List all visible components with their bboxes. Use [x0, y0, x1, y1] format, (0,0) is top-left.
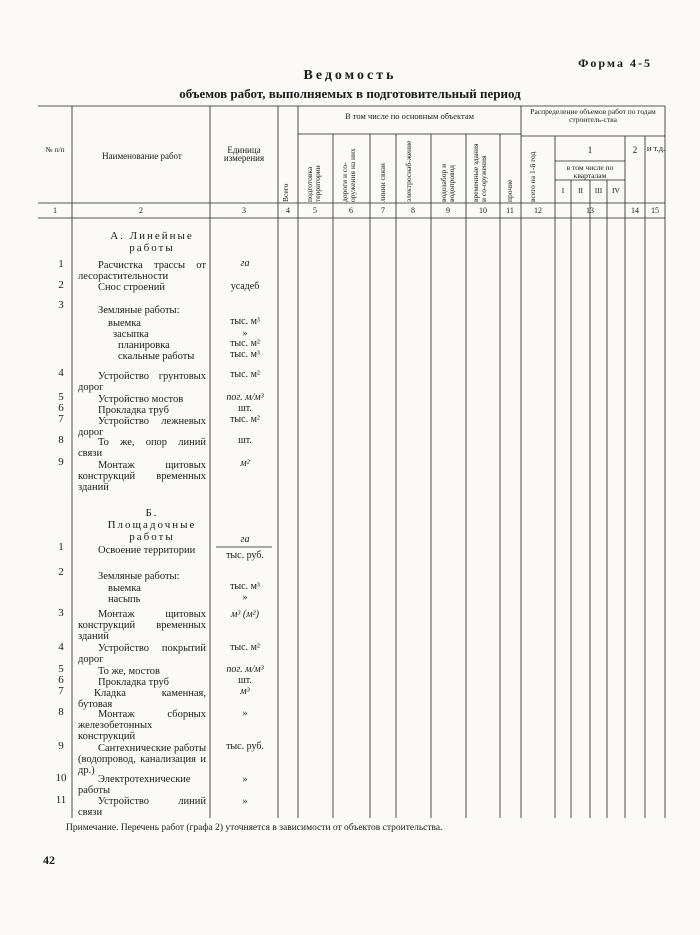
- colnum-15: 15: [651, 206, 659, 215]
- row-b7-num: 7: [58, 685, 64, 697]
- header-col11: прочие: [505, 179, 514, 202]
- row-a3-num: 3: [58, 299, 64, 311]
- colnum-6: 6: [349, 206, 353, 215]
- row-a6-unit: шт.: [238, 403, 252, 414]
- row-a1-name: Расчистка трассы от лесорастительности: [78, 260, 206, 282]
- row-b2-1-name: выемка: [108, 583, 141, 594]
- quarter-4: IV: [612, 186, 620, 195]
- quarter-1: I: [561, 186, 565, 195]
- header-main-objects: В том числе по основным объектам: [345, 111, 474, 121]
- row-b2-num: 2: [58, 566, 64, 578]
- row-b6-num: 6: [58, 674, 64, 686]
- row-a3-3-unit: тыс. м²: [230, 338, 260, 349]
- row-a9-unit: м²: [240, 458, 250, 469]
- row-b10-num: 10: [55, 772, 67, 784]
- row-b10-unit: »: [242, 774, 248, 785]
- header-col10: временные здания и со-оружения: [471, 143, 488, 202]
- row-b9-unit: тыс. руб.: [226, 741, 264, 752]
- row-a3-4-name: скальные работы: [118, 351, 195, 362]
- row-a8-unit: шт.: [238, 435, 252, 446]
- row-b1-num: 1: [58, 541, 64, 553]
- row-b3-num: 3: [58, 607, 64, 619]
- row-b5-name: То же, мостов: [98, 666, 161, 677]
- note: Примечание. Перечень работ (графа 2) уточняется в зависимости от объектов строительства.: [66, 823, 443, 833]
- row-b7-name: Кладка каменная, бутовая: [78, 688, 206, 710]
- row-b11-unit: »: [242, 796, 248, 807]
- header-name: Наименование работ: [102, 151, 182, 161]
- row-a2-num: 2: [58, 279, 64, 291]
- row-b4-name: Устройство покрытий дорог: [78, 643, 206, 665]
- header-quarters-caption: в том числе по кварталам: [566, 163, 614, 180]
- row-a2-name: Снос строений: [98, 282, 165, 293]
- row-a4-num: 4: [58, 367, 64, 379]
- header-year1: 1: [587, 145, 593, 155]
- row-b1-name: Освоение территории: [98, 545, 196, 556]
- header-col12: всего на 1-й год: [528, 151, 537, 202]
- colnum-12: 12: [534, 206, 542, 215]
- quarter-3: III: [594, 186, 603, 195]
- header-col6: дороги и со-оружения на них: [340, 148, 357, 202]
- header-col5: подготовка территории: [305, 165, 322, 202]
- row-b1-unit: тыс. руб.: [226, 550, 264, 561]
- row-b2-2-unit: »: [242, 592, 248, 603]
- row-a9-name: Монтаж щитовых конструкций временных зданий: [78, 460, 206, 493]
- row-a1-unit: га: [240, 258, 250, 269]
- row-b2-name: Земляные работы:: [98, 571, 180, 582]
- page-number: 42: [43, 853, 55, 867]
- section-a-title: А. Линейные работы: [110, 230, 194, 254]
- colnum-9: 9: [446, 206, 450, 215]
- colnum-7: 7: [381, 206, 385, 215]
- row-a5-num: 5: [58, 391, 64, 403]
- row-a3-2-unit: »: [242, 328, 248, 339]
- row-a3-3-name: планировка: [118, 340, 170, 351]
- header-unit: Единица измерения: [223, 145, 265, 163]
- header-distribution: Распределение объемов работ по годам строитель-ства: [530, 107, 656, 124]
- row-b5-unit: пог. м/м³: [226, 664, 264, 675]
- header-year2: 2: [632, 145, 638, 155]
- row-b4-num: 4: [58, 641, 64, 653]
- colnum-1: 1: [53, 206, 57, 215]
- row-a5-unit: пог. м/м³: [226, 392, 264, 403]
- row-b4-unit: тыс. м²: [230, 642, 260, 653]
- header-num: № п/п: [45, 145, 65, 154]
- row-b8-unit: »: [242, 708, 248, 719]
- row-a3-1-name: выемка: [108, 318, 141, 329]
- colnum-2: 2: [139, 206, 143, 215]
- row-a4-name: Устройство грунтовых дорог: [78, 371, 206, 393]
- header-total: Всего: [281, 183, 290, 202]
- colnum-13: 13: [586, 206, 594, 215]
- row-b2-2-name: насыпь: [108, 594, 141, 605]
- row-b10-name: Электротехнические работы: [78, 774, 191, 796]
- row-b3-name: Монтаж щитовых конструкций временных зданий: [78, 609, 206, 642]
- header-col7: линии связи: [378, 163, 387, 202]
- colnum-14: 14: [631, 206, 639, 215]
- header-etc: и т.д.: [646, 143, 666, 153]
- row-b9-num: 9: [58, 740, 64, 752]
- colnum-3: 3: [242, 206, 246, 215]
- row-b6-name: Прокладка труб: [98, 677, 169, 688]
- row-b7-unit: м³: [240, 686, 250, 697]
- quarter-2: II: [578, 186, 583, 195]
- row-b8-name: Монтаж сборных железобетонных конструкций: [78, 709, 206, 742]
- colnum-5: 5: [313, 206, 317, 215]
- section-b-title: Б. Площадочные работы: [107, 507, 197, 543]
- colnum-4: 4: [286, 206, 290, 215]
- colnum-10: 10: [479, 206, 487, 215]
- row-a8-num: 8: [58, 434, 64, 446]
- row-a6-name: Прокладка труб: [98, 405, 169, 416]
- header-col8: электроснаб-жение: [404, 140, 413, 202]
- row-a3-4-unit: тыс. м³: [230, 349, 260, 360]
- row-a5-name: Устройство мостов: [98, 394, 184, 405]
- form-label: Форма 4-5: [578, 56, 652, 70]
- row-a2-unit: усадеб: [230, 281, 260, 292]
- row-b9-name: Сантехнические работы (водопровод, канализация и др.): [78, 743, 206, 776]
- header-col9: водозабор и водопровод: [439, 163, 456, 202]
- row-a7-name: Устройство лежневых дорог: [78, 416, 206, 438]
- row-b2-1-unit: тыс. м³: [230, 581, 260, 592]
- row-a7-num: 7: [58, 413, 64, 425]
- row-b6-unit: шт.: [238, 675, 252, 686]
- row-a3-1-unit: тыс. м³: [230, 316, 260, 327]
- document-title: Ведомость: [303, 68, 397, 83]
- row-b11-name: Устройство линий связи: [78, 796, 206, 818]
- row-a4-unit: тыс. м²: [230, 369, 260, 380]
- colnum-11: 11: [506, 206, 514, 215]
- row-a1-num: 1: [58, 258, 64, 270]
- row-a8-name: То же, опор линий связи: [78, 437, 206, 459]
- row-b1-unit-top: га: [240, 534, 250, 545]
- row-b11-num: 11: [55, 794, 67, 806]
- row-a3-name: Земляные работы:: [98, 305, 180, 316]
- document-subtitle: объемов работ, выполняемых в подготовительный период: [179, 86, 521, 101]
- row-a7-unit: тыс. м²: [230, 414, 260, 425]
- row-a9-num: 9: [58, 456, 64, 468]
- row-b3-unit: м³ (м²): [231, 609, 259, 620]
- row-a6-num: 6: [58, 402, 64, 414]
- row-b8-num: 8: [58, 706, 64, 718]
- colnum-8: 8: [411, 206, 415, 215]
- row-a3-2-name: засыпка: [113, 329, 149, 340]
- row-b5-num: 5: [58, 663, 64, 675]
